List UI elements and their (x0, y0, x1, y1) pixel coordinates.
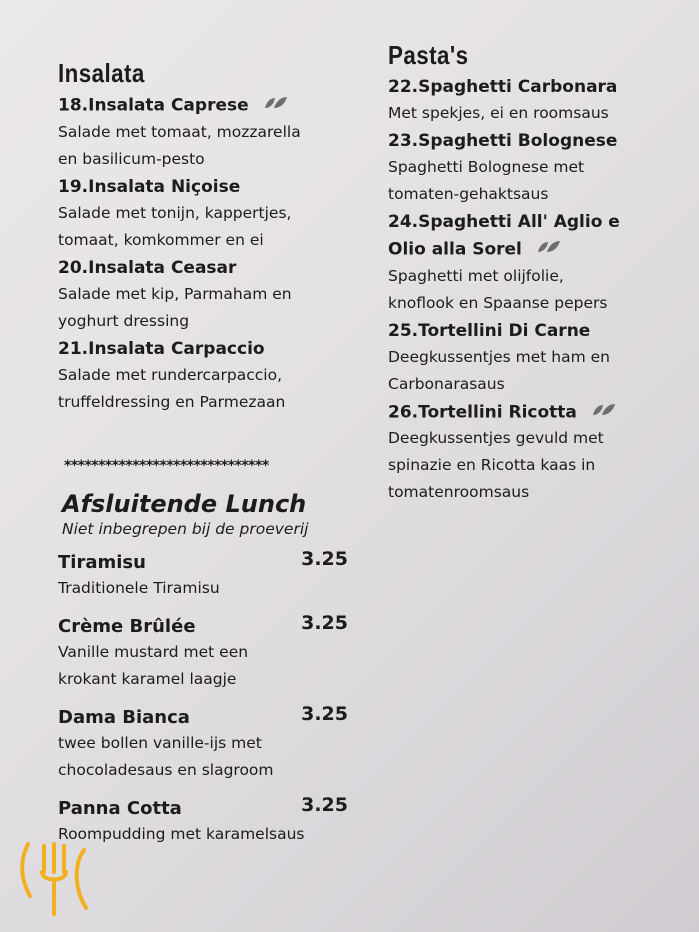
leaf-icon (263, 93, 289, 118)
item-desc: chocoladesaus en slagroom (58, 760, 274, 779)
menu-item (388, 400, 688, 507)
item-name: 19.Insalata Niçoise (58, 176, 241, 197)
item-desc: Salade met rundercarpaccio, (58, 365, 283, 384)
item-desc: Vanille mustard met een (58, 642, 249, 661)
item-desc: tomatenroomsaus (388, 483, 530, 501)
left-column (58, 58, 368, 848)
item-desc: Deegkussentjes met ham en (388, 347, 610, 366)
leaf-icon (591, 400, 617, 425)
dessert-item (58, 703, 368, 784)
item-desc: krokant karamel laagje (58, 669, 237, 688)
item-name: 20.Insalata Ceasar (58, 257, 237, 278)
item-desc: Roompudding met karamelsaus (58, 824, 305, 843)
fork-logo-icon (14, 838, 98, 920)
item-name: Crème Brûlée (58, 615, 196, 637)
item-desc: Met spekjes, ei en roomsaus (388, 104, 609, 122)
item-desc: Spaghetti met olijfolie, (388, 266, 564, 285)
menu-item (58, 256, 368, 335)
item-name: Dama Bianca (58, 706, 190, 728)
item-price: 3.25 (301, 793, 348, 816)
item-name: 26.Tortellini Ricotta (388, 402, 577, 422)
item-desc: en basilicum-pesto (58, 149, 205, 168)
menu-item (388, 319, 688, 398)
item-desc: knoflook en Spaanse pepers (388, 293, 608, 312)
item-name: 21.Insalata Carpaccio (58, 338, 265, 359)
pasta-title: Pasta's (388, 40, 469, 70)
dessert-item (58, 548, 368, 602)
item-name: 23.Spaghetti Bolognese (388, 131, 618, 151)
item-name: 25.Tortellini Di Carne (388, 320, 591, 341)
menu-item (388, 129, 688, 208)
item-desc: Traditionele Tiramisu (58, 578, 220, 597)
item-name: 22.Spaghetti Carbonara (388, 77, 618, 97)
item-price: 3.25 (301, 611, 348, 634)
item-desc: Spaghetti Bolognese met (388, 158, 585, 176)
item-name: 24.Spaghetti All' Aglio e (388, 212, 620, 232)
item-desc: Salade met tonijn, kappertjes, (58, 203, 292, 222)
menu-item (388, 75, 688, 127)
leaf-icon (536, 237, 562, 262)
item-name-cont: Olio alla Sorel (388, 239, 522, 260)
item-desc: truffeldressing en Parmezaan (58, 392, 286, 411)
menu-item (58, 93, 368, 173)
item-desc: Salade met tomaat, mozzarella (58, 122, 301, 141)
lunch-title: Afsluitende Lunch (62, 489, 307, 518)
menu-item (388, 210, 688, 317)
lunch-subtitle: Niet inbegrepen bij de proeverij (62, 519, 309, 538)
item-desc: Salade met kip, Parmaham en (58, 284, 292, 303)
dessert-item (58, 794, 368, 848)
item-desc: spinazie en Ricotta kaas in (388, 456, 596, 474)
divider: ****************************** (64, 457, 269, 474)
item-name: Tiramisu (58, 551, 146, 573)
insalata-title: Insalata (58, 58, 145, 88)
item-price: 3.25 (301, 702, 348, 725)
dessert-item (58, 612, 368, 693)
menu-item (58, 337, 368, 416)
item-name: Panna Cotta (58, 797, 182, 819)
item-desc: Deegkussentjes gevuld met (388, 429, 604, 447)
item-desc: yoghurt dressing (58, 311, 190, 330)
item-desc: tomaat, komkommer en ei (58, 230, 264, 249)
item-desc: twee bollen vanille-ijs met (58, 733, 262, 752)
item-desc: Carbonarasaus (388, 374, 505, 393)
right-column (388, 40, 688, 506)
item-price: 3.25 (301, 547, 348, 570)
menu-item (58, 175, 368, 254)
item-name: 18.Insalata Caprese (58, 95, 249, 116)
item-desc: tomaten-gehaktsaus (388, 185, 549, 203)
